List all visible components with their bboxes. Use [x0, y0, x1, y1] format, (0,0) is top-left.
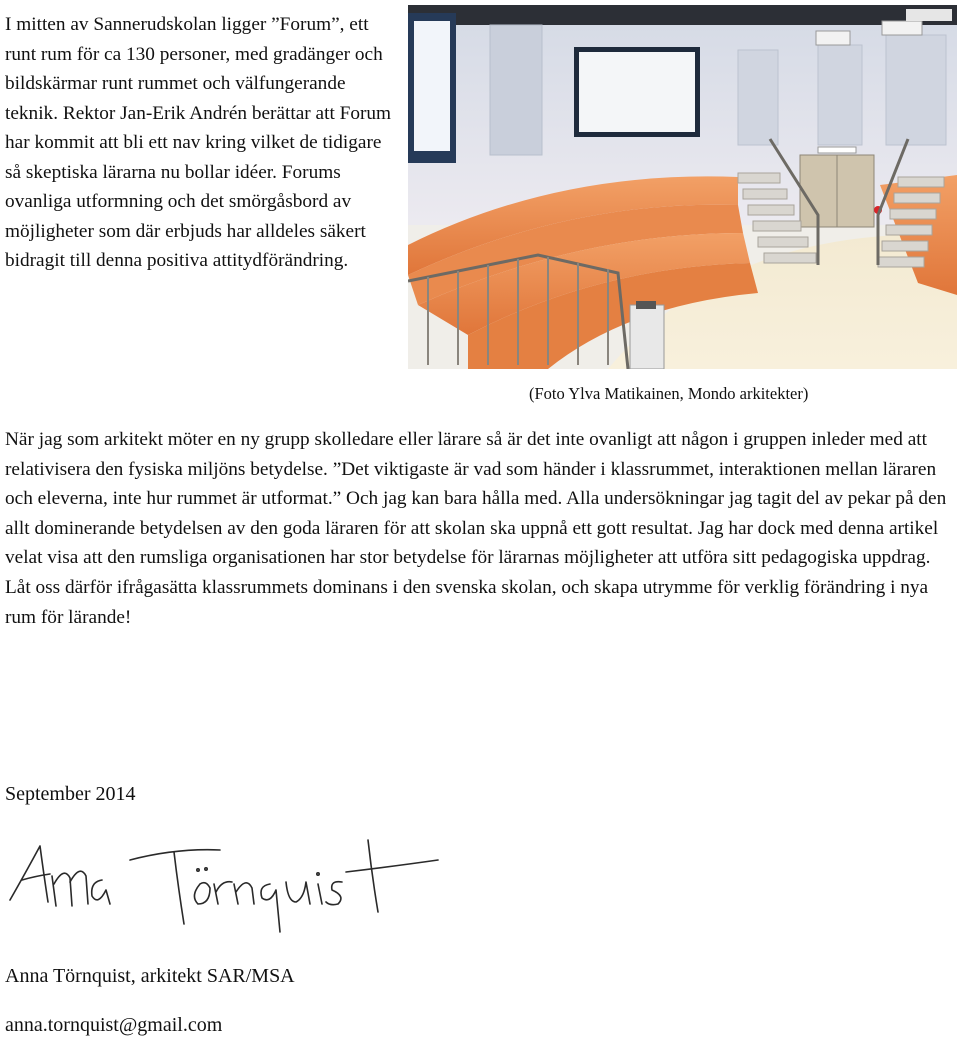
handwritten-signature [6, 836, 440, 936]
photo-caption: (Foto Ylva Matikainen, Mondo arkitekter) [529, 384, 809, 403]
forum-auditorium-photo [408, 5, 957, 369]
intro-paragraph: I mitten av Sannerudskolan ligger ”Forum”, ett runt rum för ca 130 personer, med gradänger och bildskärmar runt rummet och välfungerande teknik. Rektor Jan-Erik Andrén berättar att Forum har kommit att bli ett nav kring vilket de tidigare så skeptiska lärarna nu bollar idéer. Forums ovanliga utformning och det smörgåsbord av möjligheter som där erbjuds har alldeles säkert bidragit till denna positiva attitydförändring. [5, 14, 392, 271]
body-paragraph: När jag som arkitekt möter en ny grupp skolledare eller lärare så är det inte ovanligt att någon i gruppen inleder med att relativisera den fysiska miljöns betydelse. ”Det viktigaste är vad som händer i klassrummet, interaktionen mellan läraren och eleverna, inte hur rummet är utformat.” Och jag kan bara hålla med. Alla undersökningar jag tagit del av pekar på den allt dominerande betydelsen av den goda läraren för att skolan ska uppnå ett gott resultat. Jag har dock med denna artikel velat visa att den rumsliga organisationen har stor betydelse för lärarnas möjligheter att utföra sitt pedagogiska uppdrag. Låt oss därför ifrågasätta klassrummets dominans i den svenska skolan, och skapa utrymme för verklig förändring i nya rum för lärande! [5, 429, 947, 628]
author-name: Anna Törnquist, arkitekt SAR/MSA [5, 965, 295, 987]
document-date: September 2014 [5, 783, 136, 805]
author-email[interactable]: anna.tornquist@gmail.com [5, 1014, 223, 1036]
